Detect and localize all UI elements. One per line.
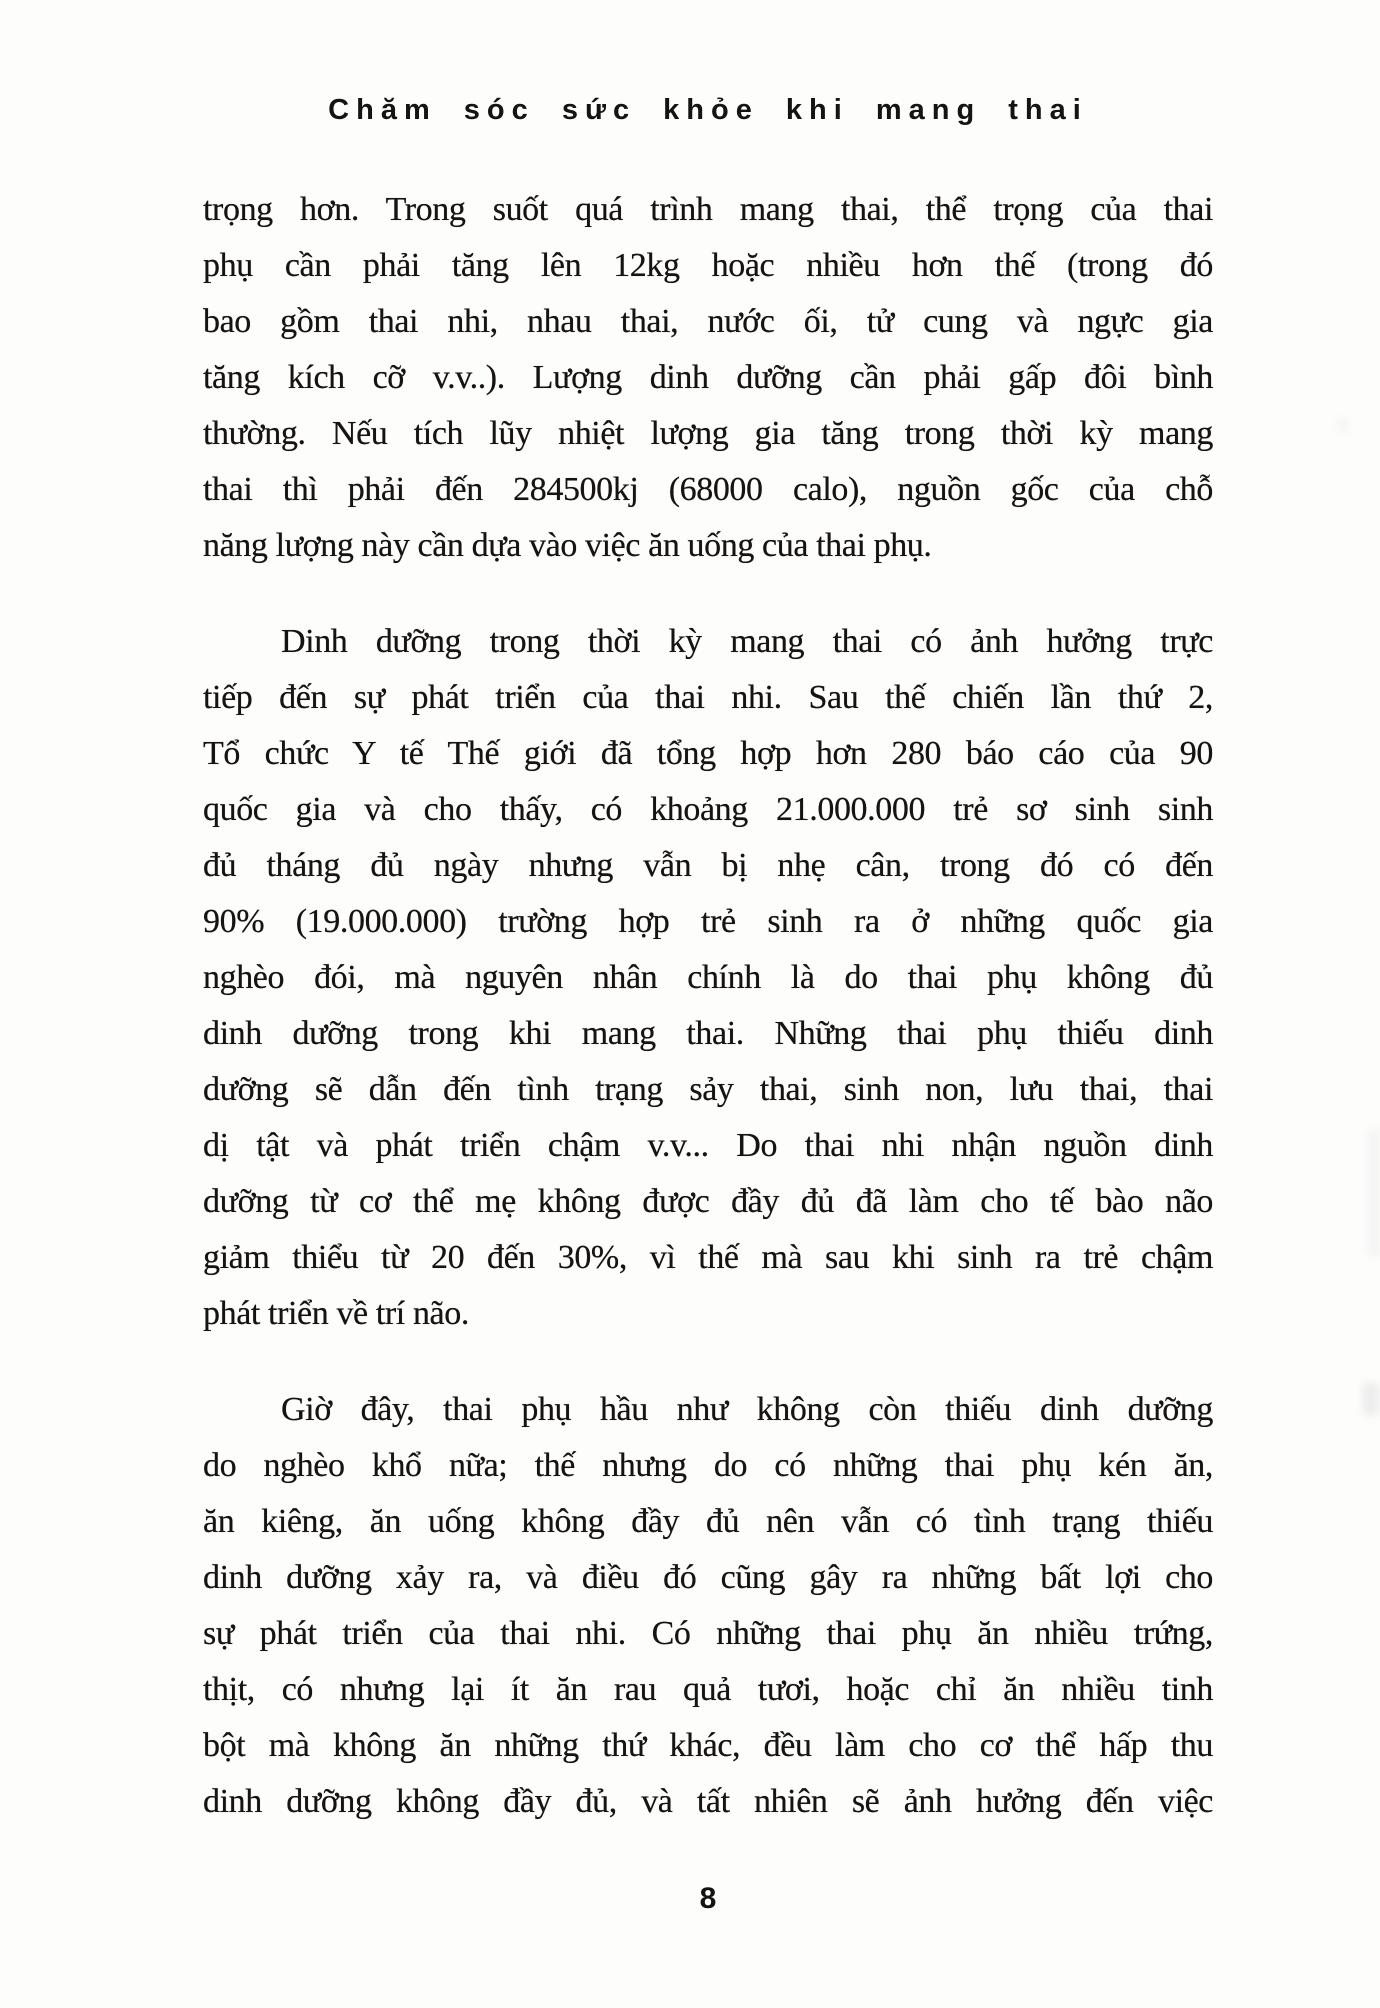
text-line: tăng kích cỡ v.v..). Lượng dinh dưỡng cần phải gấp đôi bình [203,359,1213,396]
text-line: dị tật và phát triển chậm v.v... Do thai nhi nhận nguồn dinh [203,1127,1213,1164]
body-text [203,182,1213,1830]
text-line: ăn kiêng, ăn uống không đầy đủ nên vẫn có tình trạng thiếu [203,1503,1213,1540]
paragraph [203,182,1213,574]
paragraph [203,1382,1213,1830]
text-line: Tổ chức Y tế Thế giới đã tổng hợp hơn 280 báo cáo của 90 [203,735,1213,772]
text-line: phụ cần phải tăng lên 12kg hoặc nhiều hơn thế (trong đó [203,247,1213,284]
text-line: dinh dưỡng xảy ra, và điều đó cũng gây ra những bất lợi cho [203,1559,1213,1596]
text-line: thịt, có nhưng lại ít ăn rau quả tươi, hoặc chỉ ăn nhiều tinh [203,1671,1213,1708]
text-line: dưỡng từ cơ thể mẹ không được đầy đủ đã làm cho tế bào não [203,1183,1213,1220]
text-line: tiếp đến sự phát triển của thai nhi. Sau thế chiến lần thứ 2, [203,679,1213,716]
text-line: giảm thiểu từ 20 đến 30%, vì thế mà sau khi sinh ra trẻ chậm [203,1239,1213,1276]
text-line: năng lượng này cần dựa vào việc ăn uống của thai phụ. [203,527,932,564]
text-line: bột mà không ăn những thứ khác, đều làm cho cơ thể hấp thu [203,1727,1213,1764]
text-line: dưỡng sẽ dẫn đến tình trạng sảy thai, sinh non, lưu thai, thai [203,1071,1213,1108]
text-line: phát triển về trí não. [203,1295,469,1332]
text-line: thường. Nếu tích lũy nhiệt lượng gia tăng trong thời kỳ mang [203,415,1213,452]
text-line: dinh dưỡng không đầy đủ, và tất nhiên sẽ ảnh hưởng đến việc [203,1783,1213,1820]
text-line: 90% (19.000.000) trường hợp trẻ sinh ra ở những quốc gia [203,903,1213,940]
paragraph [203,614,1213,1342]
text-line: Dinh dưỡng trong thời kỳ mang thai có ảnh hưởng trực [281,623,1213,660]
text-line: quốc gia và cho thấy, có khoảng 21.000.000 trẻ sơ sinh sinh [203,791,1213,828]
text-line: bao gồm thai nhi, nhau thai, nước ối, tử cung và ngực gia [203,303,1213,340]
text-line: do nghèo khổ nữa; thế nhưng do có những thai phụ kén ăn, [203,1447,1213,1484]
scan-artifact [1366,1128,1380,1258]
text-line: trọng hơn. Trong suốt quá trình mang thai, thể trọng của thai [203,191,1213,228]
text-line: dinh dưỡng trong khi mang thai. Những thai phụ thiếu dinh [203,1015,1213,1052]
text-line: thai thì phải đến 284500kj (68000 calo), nguồn gốc của chỗ [203,471,1213,508]
text-line: nghèo đói, mà nguyên nhân chính là do thai phụ không đủ [203,959,1213,996]
page-number: 8 [699,1882,717,1915]
text-line: đủ tháng đủ ngày nhưng vẫn bị nhẹ cân, trong đó có đến [203,847,1213,884]
scan-artifact [1338,418,1348,432]
text-line: sự phát triển của thai nhi. Có những thai phụ ăn nhiều trứng, [203,1615,1213,1652]
running-header: Chăm sóc sức khỏe khi mang thai [328,94,1088,126]
text-line: Giờ đây, thai phụ hầu như không còn thiếu dinh dưỡng [281,1391,1213,1428]
scan-artifact [1362,1382,1380,1416]
